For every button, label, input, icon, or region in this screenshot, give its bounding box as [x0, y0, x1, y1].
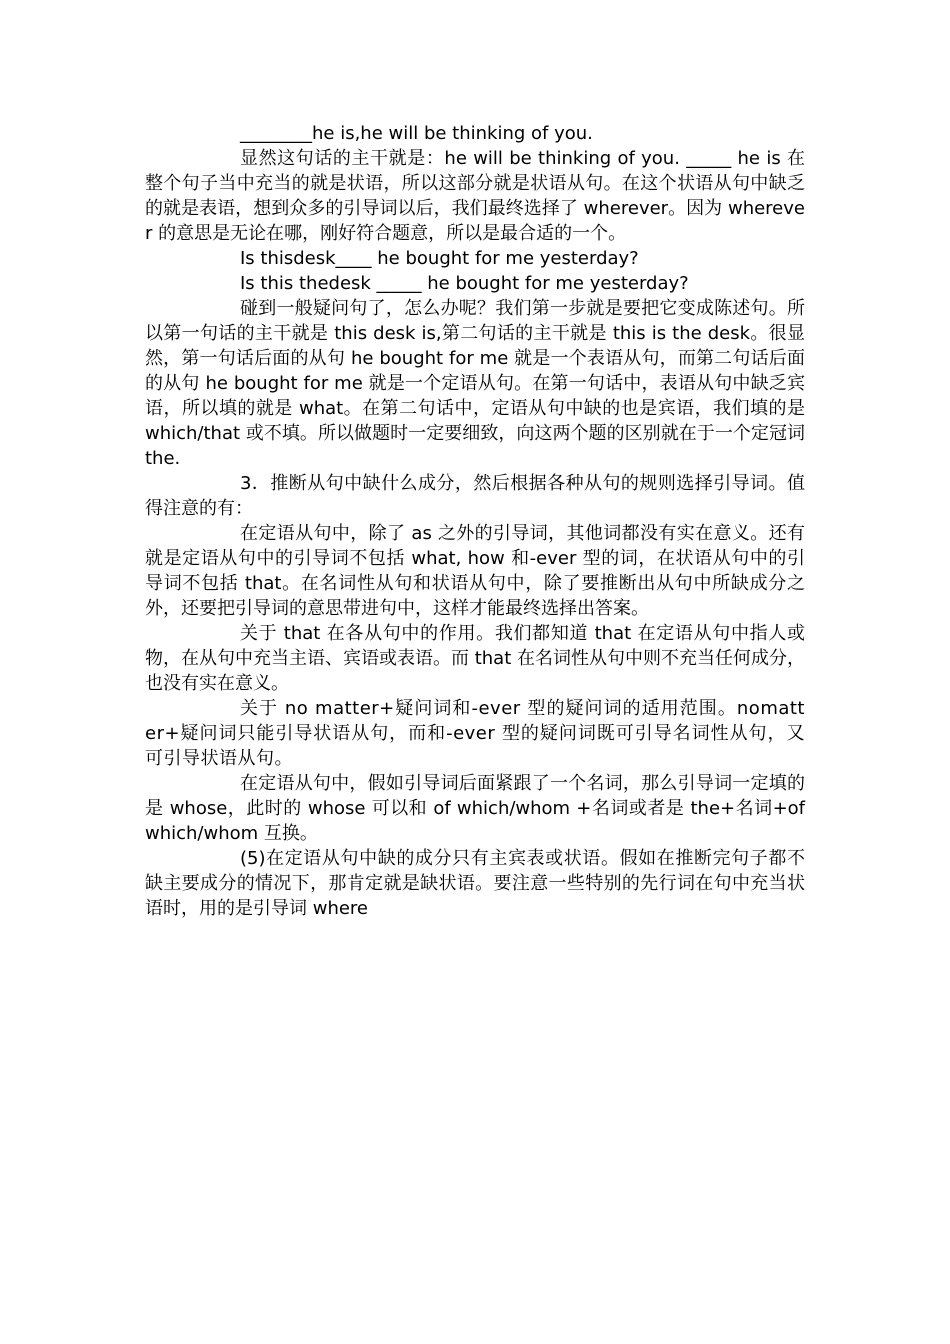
paragraph-wherever-explanation: 显然这句话的主干就是：he will be thinking of you. _____ he is 在整个句子当中充当的就是状语，所以这部分就是状语从句。在这个状语从句中缺乏的就是表语，想到众多的引导词以后，我们最终选择了 wherever。因为 wherever 的意思是无论在哪，刚好符合题意，所以是最合适的一个。 [145, 148, 805, 244]
paragraph-point-3: 3．推断从句中缺什么成分，然后根据各种从句的规则选择引导词。值得注意的有： [145, 473, 805, 519]
paragraph-point-5: (5)在定语从句中缺的成分只有主宾表或状语。假如在推断完句子都不缺主要成分的情况下，那肯定就是缺状语。要注意一些特别的先行词在句中充当状语时，用的是引导词 where [145, 848, 805, 919]
question-example-2: Is this thedesk _____ he bought for me yesterday? [240, 273, 689, 294]
question-example-1: Is thisdesk____ he bought for me yesterday? [240, 248, 639, 269]
paragraph-no-matter-usage: 关于 no matter+疑问词和-ever 型的疑问词的适用范围。nomatter+疑问词只能引导状语从句，而和-ever 型的疑问词既可引导名词性从句，又可引导状语从句。 [145, 698, 805, 769]
paragraph-whose-usage: 在定语从句中，假如引导词后面紧跟了一个名词，那么引导词一定填的是 whose，此时的 whose 可以和 of which/whom +名词或者是 the+名词+of which/whom 互换。 [145, 773, 805, 844]
paragraph-attributive-clause-rules: 在定语从句中，除了 as 之外的引导词，其他词都没有实在意义。还有就是定语从句中的引导词不包括 what, how 和-ever 型的词，在状语从句中的引导词不包括 that。在名词性从句和状语从句中，除了要推断出从句中所缺成分之外，还要把引导词的意思带进句中，这样才能最终选择出答案。 [145, 523, 805, 619]
document-body [145, 121, 805, 921]
paragraph-that-usage: 关于 that 在各从句中的作用。我们都知道 that 在定语从句中指人或物，在从句中充当主语、宾语或表语。而 that 在名词性从句中则不充当任何成分，也没有实在意义。 [145, 623, 805, 694]
paragraph-question-explanation: 碰到一般疑问句了，怎么办呢？我们第一步就是要把它变成陈述句。所以第一句话的主干就是 this desk is,第二句话的主干就是 this is the desk。很显然，第一句话后面的从句 he bought for me 就是一个表语从句，而第二句话后面的从句 he bought for me 就是一个定语从句。在第一句话中，表语从句中缺乏宾语，所以填的就是 what。在第二句话中，定语从句中缺的也是宾语，我们填的是 which/that 或不填。所以做题时一定要细致，向这两个题的区别就在于一个定冠词 the. [145, 298, 805, 469]
blank-sentence-example: ________he is,he will be thinking of you. [240, 123, 593, 144]
